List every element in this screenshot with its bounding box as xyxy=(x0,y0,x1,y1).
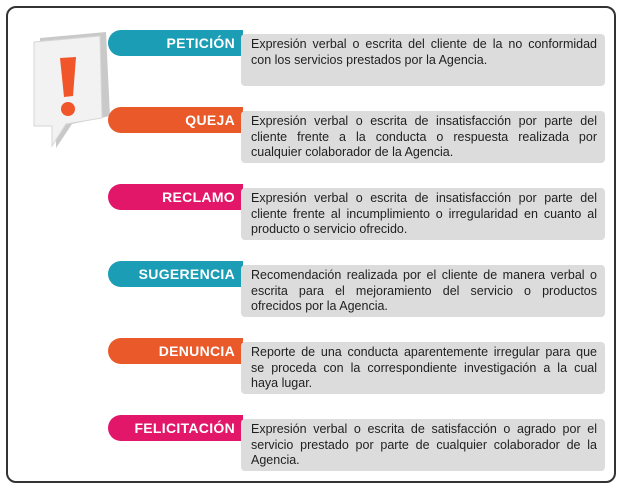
category-row-reclamo xyxy=(108,184,606,240)
category-label: SUGERENCIA xyxy=(108,261,243,287)
category-description: Expresión verbal o escrita del cliente de la no conformidad con los servicios prestados por la Agencia. xyxy=(241,34,605,86)
category-description: Recomendación realizada por el cliente de manera verbal o escrita para el mejoramiento del servicio o productos ofrecidos por la Agencia. xyxy=(241,265,605,317)
category-row-denuncia xyxy=(108,338,606,394)
category-row-felicitacion xyxy=(108,415,606,471)
category-description: Reporte de una conducta aparentemente irregular para que se proceda con la correspondiente investigación a la cual haya lugar. xyxy=(241,342,605,394)
category-label: FELICITACIÓN xyxy=(108,415,243,441)
category-row-sugerencia xyxy=(108,261,606,317)
category-description: Expresión verbal o escrita de satisfacción o agrado por el servicio prestado por parte de cualquier colaborador de la Agencia. xyxy=(241,419,605,471)
category-label: RECLAMO xyxy=(108,184,243,210)
category-label: DENUNCIA xyxy=(108,338,243,364)
category-description: Expresión verbal o escrita de insatisfacción por parte del cliente frente al incumplimiento o irregularidad en cuanto al producto o servicio ofrecido. xyxy=(241,188,605,240)
exclamation-speech-bubble-icon xyxy=(26,30,116,150)
category-label: QUEJA xyxy=(108,107,243,133)
category-row-peticion xyxy=(108,30,606,86)
category-label: PETICIÓN xyxy=(108,30,243,56)
category-description: Expresión verbal o escrita de insatisfacción por parte del cliente frente a la conducta o respuesta realizada por cualquier colaborador de la Agencia. xyxy=(241,111,605,163)
category-row-queja xyxy=(108,107,606,163)
